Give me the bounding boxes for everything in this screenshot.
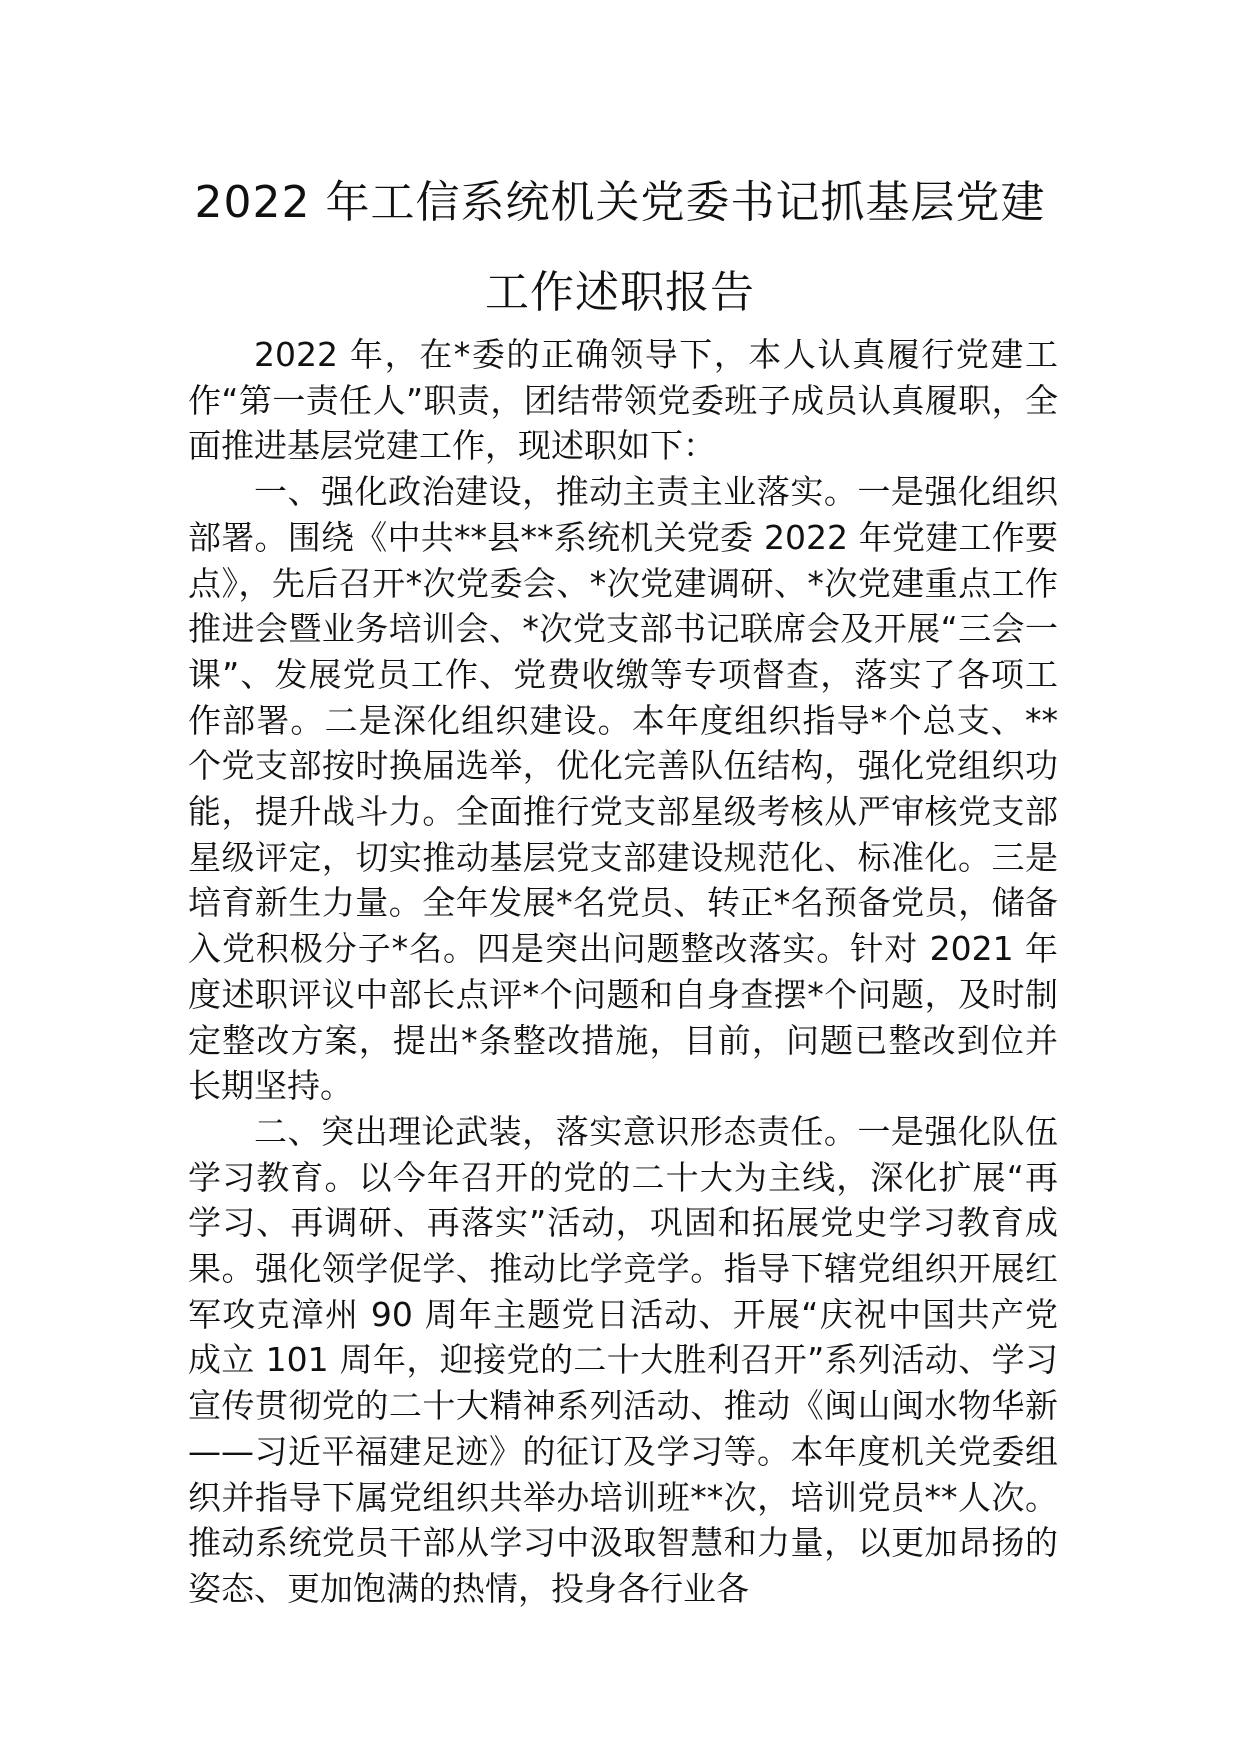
paragraph-section-1: 一、强化政治建设，推动主责主业落实。一是强化组织部署。围绕《中共**县**系统机关党委 2022 年党建工作要点》，先后召开*次党委会、*次党建调研、*次党建重点工作推进会暨业务培训会、*次党支部书记联席会及开展“三会一课”、发展党员工作、党费收缴等专项督查，落实了各项工作部署。二是深化组织建设。本年度组织指导*个总支、**个党支部按时换届选举，优化完善队伍结构，强化党组织功能，提升战斗力。全面推行党支部星级考核从严审核党支部星级评定，切实推动基层党支部建设规范化、标准化。三是培育新生力量。全年发展*名党员、转正*名预备党员，储备入党积极分子*名。四是突出问题整改落实。针对 2021 年度述职评议中部长点评*个问题和自身查摆*个问题，及时制定整改方案，提出*条整改措施，目前，问题已整改到位并长期坚持。 (188, 472, 1059, 1106)
document-body (188, 332, 1058, 1612)
document-title-line-2: 工作述职报告 (485, 267, 755, 318)
paragraph-intro: 2022 年，在*委的正确领导下，本人认真履行党建工作“第一责任人”职责，团结带领党委班子成员认真履职，全面推进基层党建工作，现述职如下： (188, 335, 1058, 466)
paragraph-section-2: 二、突出理论武装，落实意识形态责任。一是强化队伍学习教育。以今年召开的党的二十大为主线，深化扩展“再学习、再调研、再落实”活动，巩固和拓展党史学习教育成果。强化领学促学、推动比学竞学。指导下辖党组织开展红军攻克漳州 90 周年主题党日活动、开展“庆祝中国共产党成立 101 周年，迎接党的二十大胜利召开”系列活动、学习宣传贯彻党的二十大精神系列活动、推动《闽山闽水物华新——习近平福建足迹》的征订及学习等。本年度机关党委组织并指导下属党组织共举办培训班**次，培训党员**人次。推动系统党员干部从学习中汲取智慧和力量，以更加昂扬的姿态、更加饱满的热情，投身各行业各 (188, 1111, 1058, 1608)
document-title-line-1: 2022 年工信系统机关党委书记抓基层党建 (194, 177, 1046, 228)
